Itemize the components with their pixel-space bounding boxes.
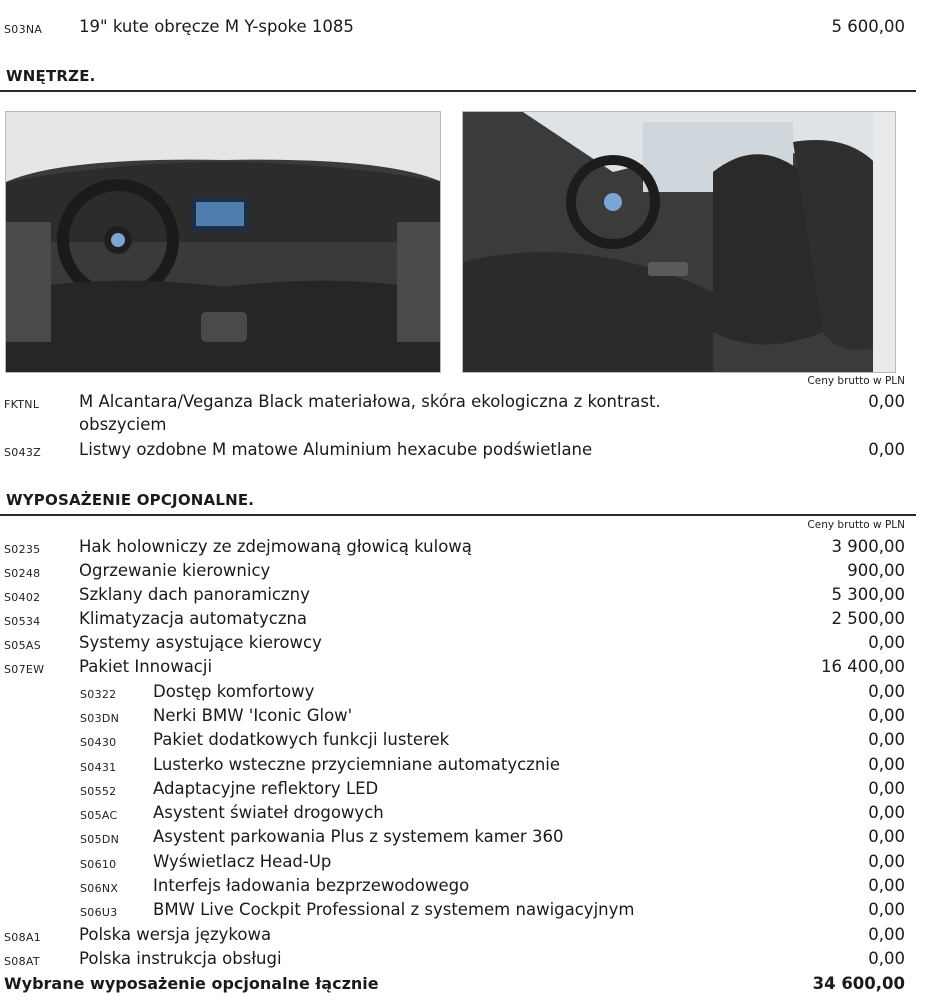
option-price: 0,00: [868, 755, 905, 774]
seat-image: [463, 112, 896, 373]
option-label: Systemy asystujące kierowcy: [79, 633, 322, 652]
section-divider: [0, 90, 916, 92]
option-label: Szklany dach panoramiczny: [79, 585, 310, 604]
option-row: [0, 925, 936, 949]
package-row: [0, 803, 936, 827]
option-label: Lusterko wsteczne przyciemniane automatycznie: [153, 755, 561, 774]
option-code: S0430: [80, 736, 117, 749]
option-code: S0322: [80, 688, 117, 701]
option-price: 0,00: [868, 682, 905, 701]
option-code: S06NX: [80, 882, 119, 895]
total-price: 34 600,00: [812, 974, 905, 993]
option-label: Adaptacyjne reflektory LED: [153, 779, 379, 798]
option-code: S0534: [4, 615, 41, 628]
option-label: Polska instrukcja obsługi: [79, 949, 282, 968]
package-row: [0, 730, 936, 754]
option-price: 0,00: [868, 706, 905, 725]
option-code: S03NA: [4, 23, 43, 36]
dashboard-image: [6, 112, 441, 373]
option-label: Ogrzewanie kierownicy: [79, 561, 271, 580]
option-label: BMW Live Cockpit Professional z systemem nawigacyjnym: [153, 900, 635, 919]
option-code: S0402: [4, 591, 41, 604]
package-row: [0, 852, 936, 876]
option-label: Asystent świateł drogowych: [153, 803, 384, 822]
option-code: S0235: [4, 543, 41, 556]
option-price: 0,00: [868, 633, 905, 652]
option-code: S0552: [80, 785, 117, 798]
option-row: [0, 657, 936, 681]
option-price: 0,00: [868, 392, 905, 411]
option-row: [0, 561, 936, 585]
option-price: 0,00: [868, 803, 905, 822]
option-price: 5 600,00: [831, 17, 905, 36]
option-code: S08AT: [4, 955, 40, 968]
option-label: M Alcantara/Veganza Black materiałowa, skóra ekologiczna z kontrast.: [79, 392, 661, 411]
option-row: [0, 609, 936, 633]
option-label: Dostęp komfortowy: [153, 682, 315, 701]
interior-side-photo: [462, 111, 896, 373]
section-title-optional: WYPOSAŻENIE OPCJONALNE.: [6, 491, 255, 509]
option-price: 5 300,00: [831, 585, 905, 604]
option-price: 900,00: [847, 561, 905, 580]
interior-front-photo: [5, 111, 441, 373]
package-row: [0, 779, 936, 803]
option-label: Hak holowniczy ze zdejmowaną głowicą kulową: [79, 537, 472, 556]
option-code: S0610: [80, 858, 117, 871]
option-code: S05AS: [4, 639, 41, 652]
option-code: S03DN: [80, 712, 120, 725]
section-title-interior: WNĘTRZE.: [6, 67, 96, 85]
package-row: [0, 876, 936, 900]
prices-note: Ceny brutto w PLN: [807, 519, 905, 531]
option-code: S043Z: [4, 446, 42, 459]
option-price: 0,00: [868, 876, 905, 895]
option-row-continued: [0, 415, 936, 439]
option-label: Pakiet dodatkowych funkcji lusterek: [153, 730, 450, 749]
option-row: [0, 585, 936, 609]
option-code: S0248: [4, 567, 41, 580]
option-price: 16 400,00: [821, 657, 905, 676]
option-row: [0, 949, 936, 973]
package-row: [0, 755, 936, 779]
option-label: Interfejs ładowania bezprzewodowego: [153, 876, 470, 895]
option-label: 19" kute obręcze M Y-spoke 1085: [79, 17, 354, 36]
option-price: 0,00: [868, 949, 905, 968]
option-label: Polska wersja językowa: [79, 925, 272, 944]
option-code: S06U3: [80, 906, 118, 919]
option-price: 0,00: [868, 852, 905, 871]
option-code: S05DN: [80, 833, 120, 846]
option-price: 0,00: [868, 925, 905, 944]
option-price: 3 900,00: [831, 537, 905, 556]
total-label: Wybrane wyposażenie opcjonalne łącznie: [4, 974, 379, 993]
option-row: [0, 537, 936, 561]
package-row: [0, 900, 936, 924]
option-row: [0, 392, 936, 416]
section-divider: [0, 514, 916, 516]
option-label: Asystent parkowania Plus z systemem kamer 360: [153, 827, 564, 846]
option-code: FKTNL: [4, 398, 40, 411]
option-price: 0,00: [868, 827, 905, 846]
option-price: 0,00: [868, 730, 905, 749]
package-row: [0, 682, 936, 706]
option-price: 0,00: [868, 779, 905, 798]
option-price: 0,00: [868, 900, 905, 919]
option-label: Wyświetlacz Head-Up: [153, 852, 332, 871]
option-price: 2 500,00: [831, 609, 905, 628]
total-row: [0, 974, 936, 998]
option-code: S05AC: [80, 809, 118, 822]
prices-note: Ceny brutto w PLN: [807, 375, 905, 387]
option-row: [0, 440, 936, 464]
option-label-continued: obszyciem: [79, 415, 167, 434]
option-row: [0, 17, 936, 41]
option-label: Klimatyzacja automatyczna: [79, 609, 308, 628]
option-code: S07EW: [4, 663, 45, 676]
option-label: Pakiet Innowacji: [79, 657, 213, 676]
option-label: Listwy ozdobne M matowe Aluminium hexacube podświetlane: [79, 440, 593, 459]
option-code: S08A1: [4, 931, 42, 944]
package-row: [0, 706, 936, 730]
package-row: [0, 827, 936, 851]
option-row: [0, 633, 936, 657]
option-label: Nerki BMW 'Iconic Glow': [153, 706, 353, 725]
option-code: S0431: [80, 761, 117, 774]
option-price: 0,00: [868, 440, 905, 459]
